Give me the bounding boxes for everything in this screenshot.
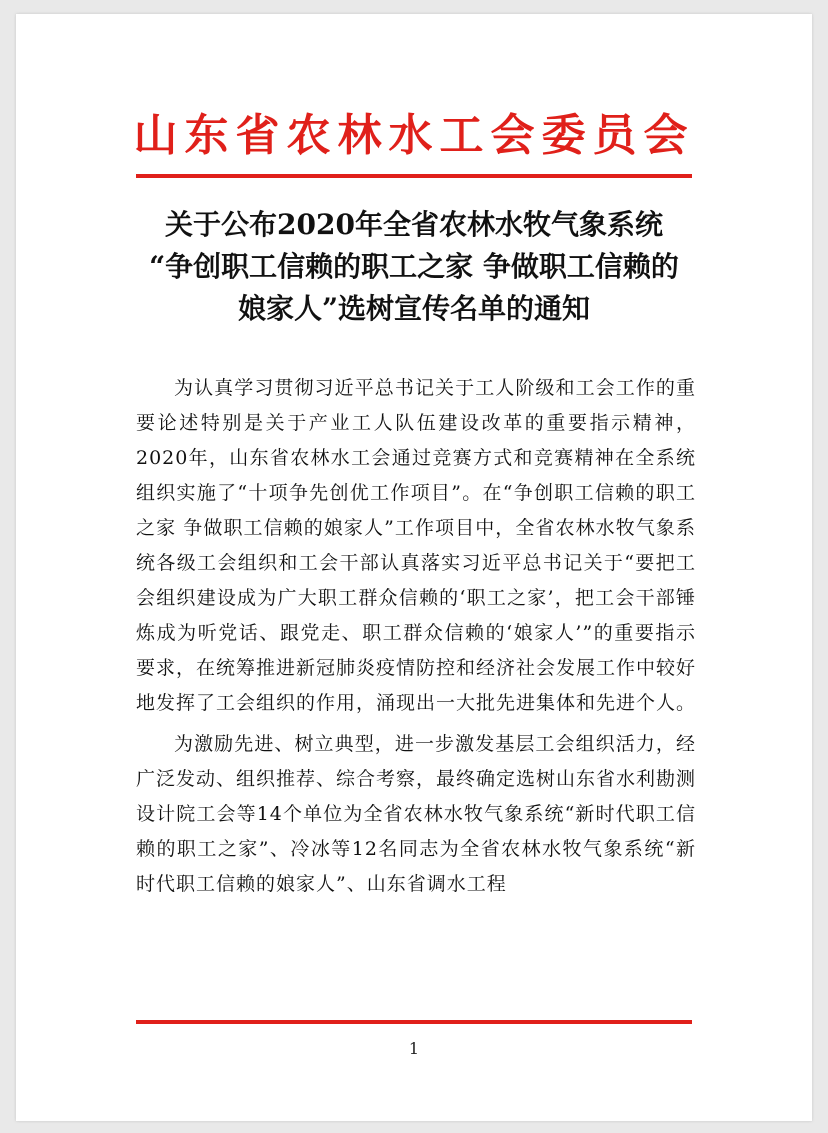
organization-header: 山东省农林水工会委员会 (133, 110, 695, 161)
footer-red-rule (136, 1020, 692, 1024)
header-red-rule (136, 174, 692, 178)
title-line-3: 娘家人”选树宣传名单的通知 (237, 292, 591, 325)
document-body (136, 371, 696, 908)
body-paragraph-2: 为激励先进、树立典型，进一步激发基层工会组织活力，经广泛发动、组织推荐、综合考察，最终确定选树山东省水利勘测设计院工会等14个单位为全省农林水牧气象系统“新时代职工信赖的职工之家”、冷冰等12名同志为全省农林水牧气象系统“新时代职工信赖的娘家人”、山东省调水工程 (136, 733, 697, 895)
page-number: 1 (408, 1039, 420, 1058)
document-page (16, 14, 812, 1121)
body-paragraph-1: 为认真学习贯彻习近平总书记关于工人阶级和工会工作的重要论述特别是关于产业工人队伍建设改革的重要指示精神，2020年，山东省农林水工会通过竞赛方式和竞赛精神在全系统组织实施了“十项争先创优工作项目”。在“争创职工信赖的职工之家 争做职工信赖的娘家人”工作项目中，全省农林水牧气象系统各级工会组织和工会干部认真落实习近平总书记关于“要把工会组织建设成为广大职工群众信赖的‘职工之家’，把工会干部锤炼成为听党话、跟党走、职工群众信赖的‘娘家人’”的重要指示要求，在统筹推进新冠肺炎疫情防控和经济社会发展工作中较好地发挥了工会组织的作用，涌现出一大批先进集体和先进个人。 (136, 377, 697, 714)
title-line-2: “争创职工信赖的职工之家 争做职工信赖的 (149, 250, 679, 283)
title-line-1: 关于公布2020年全省农林水牧气象系统 (165, 208, 663, 241)
document-title (116, 204, 712, 330)
